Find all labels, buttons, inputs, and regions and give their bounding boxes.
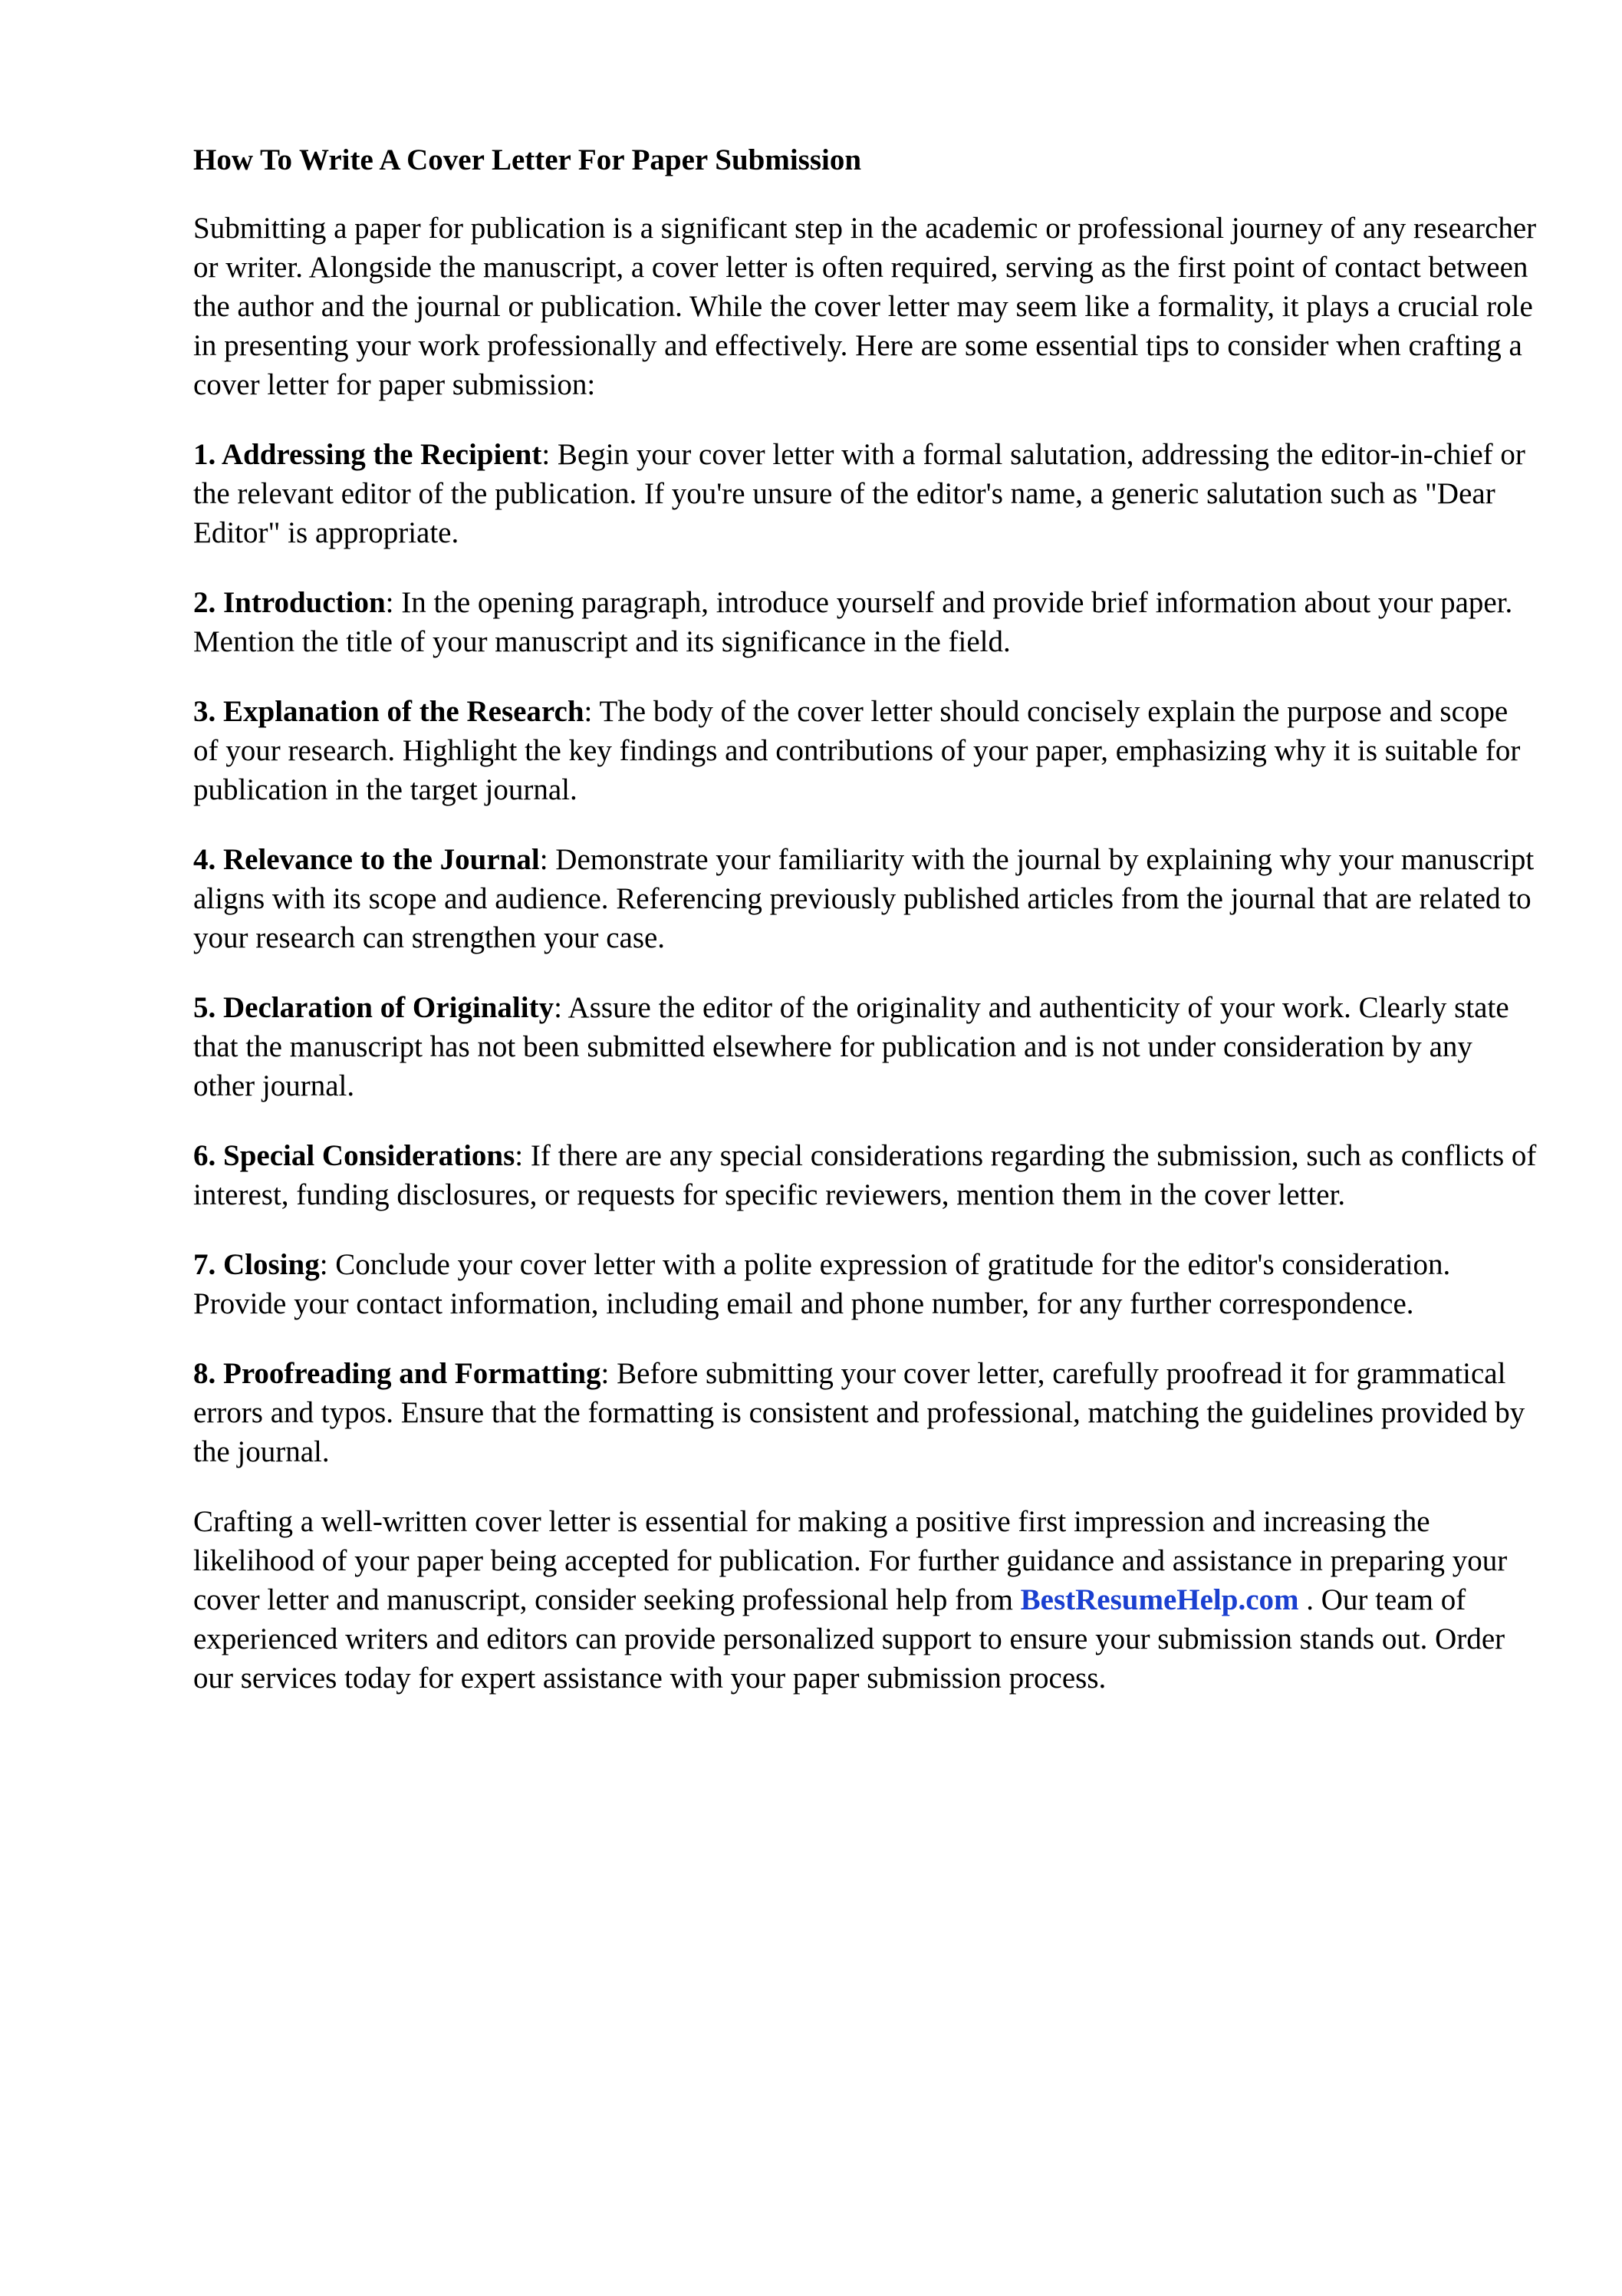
tip-heading: 2. Introduction (193, 586, 386, 619)
tip-paragraph-6 (193, 1136, 1538, 1214)
tip-heading: 7. Closing (193, 1248, 320, 1281)
tip-separator: : (539, 843, 556, 876)
tip-separator: : (541, 438, 558, 471)
tip-text: In the opening paragraph, introduce yourself and provide brief information about your paper. Mention the title of your manuscript and its significance in the field. (193, 586, 1513, 658)
bestresumehelp-link[interactable]: BestResumeHelp.com (1020, 1583, 1299, 1616)
tip-paragraph-7 (193, 1245, 1538, 1323)
tip-paragraph-4 (193, 840, 1538, 957)
tip-separator: : (554, 991, 568, 1024)
conclusion-text-after-link: . Our team of experienced writers and editors can provide personalized support to ensure your submission stands out. Order our services today for expert assistance with your paper submission process. (193, 1583, 1505, 1695)
tip-text: Assure the editor of the originality and authenticity of your work. Clearly state that the manuscript has not been submitted elsewhere for publication and is not under consideration by any other journal. (193, 991, 1509, 1102)
tip-heading: 3. Explanation of the Research (193, 695, 584, 728)
conclusion-text-before-link: Crafting a well-written cover letter is essential for making a positive first impression and increasing the likelihood of your paper being accepted for publication. For further guidance and assistance in preparing your cover letter and manuscript, consider seeking professional help from (193, 1505, 1508, 1616)
tip-separator: : (600, 1357, 617, 1390)
tip-paragraph-5 (193, 988, 1538, 1105)
tip-paragraph-8 (193, 1354, 1538, 1471)
tip-separator: : (515, 1139, 531, 1172)
tip-heading: 6. Special Considerations (193, 1139, 515, 1172)
tip-text: The body of the cover letter should concisely explain the purpose and scope of your research. Highlight the key findings and contributions of your paper, emphasizing why it is suitable for publication in the target journal. (193, 695, 1521, 806)
tip-heading: 1. Addressing the Recipient (193, 438, 542, 471)
tip-text: Before submitting your cover letter, carefully proofread it for grammatical errors and typos. Ensure that the formatting is consistent and professional, matching the guidelines provided by the journal. (193, 1357, 1525, 1468)
tip-text: Conclude your cover letter with a polite expression of gratitude for the editor's consideration. Provide your contact information, including email and phone number, for any further correspondence. (193, 1248, 1451, 1320)
tip-paragraph-1 (193, 435, 1538, 552)
tip-text: Begin your cover letter with a formal salutation, addressing the editor-in-chief or the relevant editor of the publication. If you're unsure of the editor's name, a generic salutation such as "Dear Editor" is appropriate. (193, 438, 1525, 549)
tip-text: If there are any special considerations regarding the submission, such as conflicts of interest, funding disclosures, or requests for specific reviewers, mention them in the cover letter. (193, 1139, 1537, 1211)
tip-separator: : (584, 695, 600, 728)
tip-paragraph-2 (193, 583, 1538, 661)
tip-heading: 8. Proofreading and Formatting (193, 1357, 601, 1390)
tip-separator: : (385, 586, 402, 619)
document-title: How To Write A Cover Letter For Paper Submission (193, 143, 862, 176)
intro-paragraph: Submitting a paper for publication is a significant step in the academic or professional journey of any researcher or writer. Alongside the manuscript, a cover letter is often required, serving as the first point of contact between the author and the journal or publication. While the cover letter may seem like a formality, it plays a crucial role in presenting your work professionally and effectively. Here are some essential tips to consider when crafting a cover letter for paper submission: (193, 212, 1537, 401)
tip-heading: 4. Relevance to the Journal (193, 843, 540, 876)
tip-separator: : (319, 1248, 336, 1281)
tip-text: Demonstrate your familiarity with the journal by explaining why your manuscript aligns with its scope and audience. Referencing previously published articles from the journal that are related to your research can strengthen your case. (193, 843, 1535, 954)
conclusion-paragraph (193, 1502, 1538, 1698)
tip-heading: 5. Declaration of Originality (193, 991, 554, 1024)
tip-paragraph-3 (193, 692, 1538, 809)
